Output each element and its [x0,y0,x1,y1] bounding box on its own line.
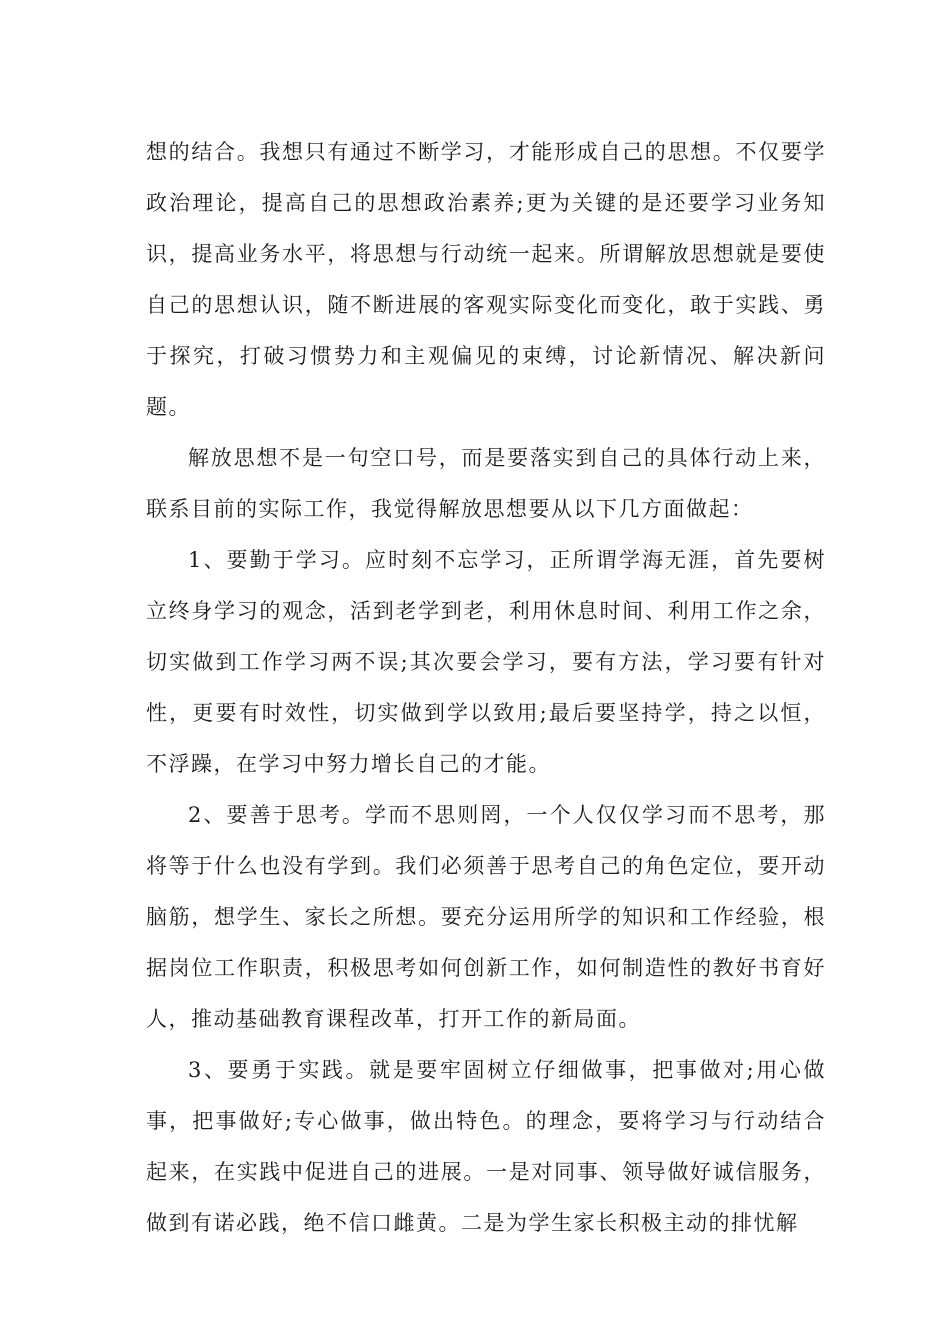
paragraph-intro: 解放思想不是一句空口号，而是要落实到自己的具体行动上来，联系目前的实际工作，我觉得解放思想要从以下几方面做起： [146,446,826,521]
paragraph-point-1: 1、要勤于学习。应时刻不忘学习，正所谓学海无涯，首先要树立终身学习的观念，活到老学到老，利用休息时间、利用工作之余，切实做到工作学习两不误;其次要会学习，要有方法，学习要有针对性，更要有时效性，切实做到学以致用;最后要坚持学，持之以恒，不浮躁，在学习中努力增长自己的才能。 [146,548,826,776]
paragraph-continuation: 想的结合。我想只有通过不断学习，才能形成自己的思想。不仅要学政治理论，提高自己的思想政治素养;更为关键的是还要学习业务知识，提高业务水平，将思想与行动统一起来。所谓解放思想就是要使自己的思想认识，随不断进展的客观实际变化而变化，敢于实践、勇于探究，打破习惯势力和主观偏见的束缚，讨论新情况、解决新问题。 [146,140,826,419]
paragraph-point-2: 2、要善于思考。学而不思则罔，一个人仅仅学习而不思考，那将等于什么也没有学到。我们必须善于思考自己的角色定位，要开动脑筋，想学生、家长之所想。要充分运用所学的知识和工作经验，根据岗位工作职责，积极思考如何创新工作，如何制造性的教好书育好人，推动基础教育课程改革，打开工作的新局面。 [146,803,826,1031]
document-body [146,127,826,1249]
paragraph-point-3: 3、要勇于实践。就是要牢固树立仔细做事，把事做对;用心做事，把事做好;专心做事，做出特色。的理念，要将学习与行动结合起来，在实践中促进自己的进展。一是对同事、领导做好诚信服务，做到有诺必践，绝不信口雌黄。二是为学生家长积极主动的排忧解 [146,1058,826,1235]
